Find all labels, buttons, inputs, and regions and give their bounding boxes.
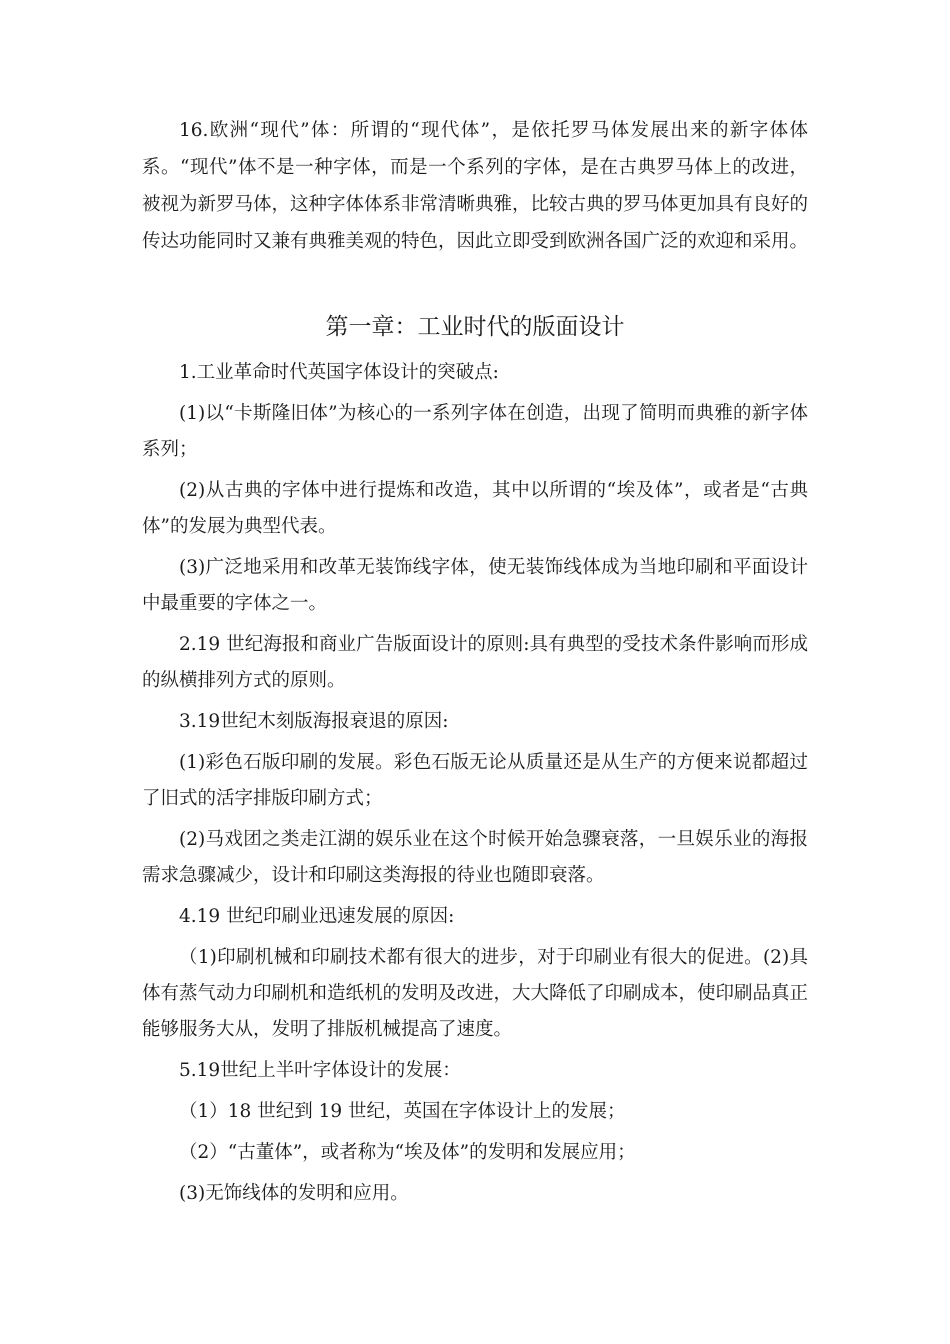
list-item: (2)马戏团之类走江湖的娱乐业在这个时候开始急骤衰落，一旦娱乐业的海报需求急骤减少，设计和印刷这类海报的待业也随即衰落。 bbox=[142, 829, 808, 886]
list-item: (3)无饰线体的发明和应用。 bbox=[179, 1183, 409, 1204]
list-item: （1）18 世纪到 19 世纪，英国在字体设计上的发展； bbox=[179, 1101, 626, 1122]
chapter-body bbox=[142, 355, 808, 1212]
chapter-title: 第一章：工业时代的版面设计 bbox=[325, 314, 625, 340]
list-item: (1)彩色石版印刷的发展。彩色石版无论从质量还是从生产的方便来说都超过了旧式的活字排版印刷方式； bbox=[142, 752, 808, 809]
section-heading-2: 2.19 世纪海报和商业广告版面设计的原则:具有典型的受技术条件影响而形成的纵横排列方式的原则。 bbox=[142, 634, 808, 691]
intro-paragraph: 16.欧洲“现代”体：所谓的“现代体”，是依托罗马体发展出来的新字体体系。“现代”体不是一种字体，而是一个系列的字体，是在古典罗马体上的改进，被视为新罗马体，这种字体体系非常清晰典雅，比较古典的罗马体更加具有良好的传达功能同时又兼有典雅美观的特色，因此立即受到欧洲各国广泛的欢迎和采用。 bbox=[142, 120, 809, 252]
section-heading-3: 3.19世纪木刻版海报衰退的原因: bbox=[179, 711, 449, 732]
list-item: （1)印刷机械和印刷技术都有很大的进步，对于印刷业有很大的促进。(2)具体有蒸气动力印刷机和造纸机的发明及改进，大大降低了印刷成本，使印刷品真正能够服务大从，发明了排版机械提高了速度。 bbox=[142, 947, 809, 1040]
section-heading-1: 1.工业革命时代英国字体设计的突破点: bbox=[179, 362, 499, 383]
list-item: (2)从古典的字体中进行提炼和改造，其中以所谓的“埃及体”，或者是“古典体”的发展为典型代表。 bbox=[142, 480, 808, 537]
list-item: （2）“古董体”，或者称为“埃及体”的发明和发展应用； bbox=[179, 1142, 636, 1163]
list-item: (3)广泛地采用和改革无装饰线字体，使无装饰线体成为当地印刷和平面设计中最重要的字体之一。 bbox=[142, 557, 808, 614]
list-item: (1)以“卡斯隆旧体”为核心的一系列字体在创造，出现了简明而典雅的新字体系列； bbox=[142, 403, 808, 460]
section-heading-4: 4.19 世纪印刷业迅速发展的原因: bbox=[179, 906, 455, 927]
section-heading-5: 5.19世纪上半叶字体设计的发展： bbox=[179, 1060, 461, 1081]
